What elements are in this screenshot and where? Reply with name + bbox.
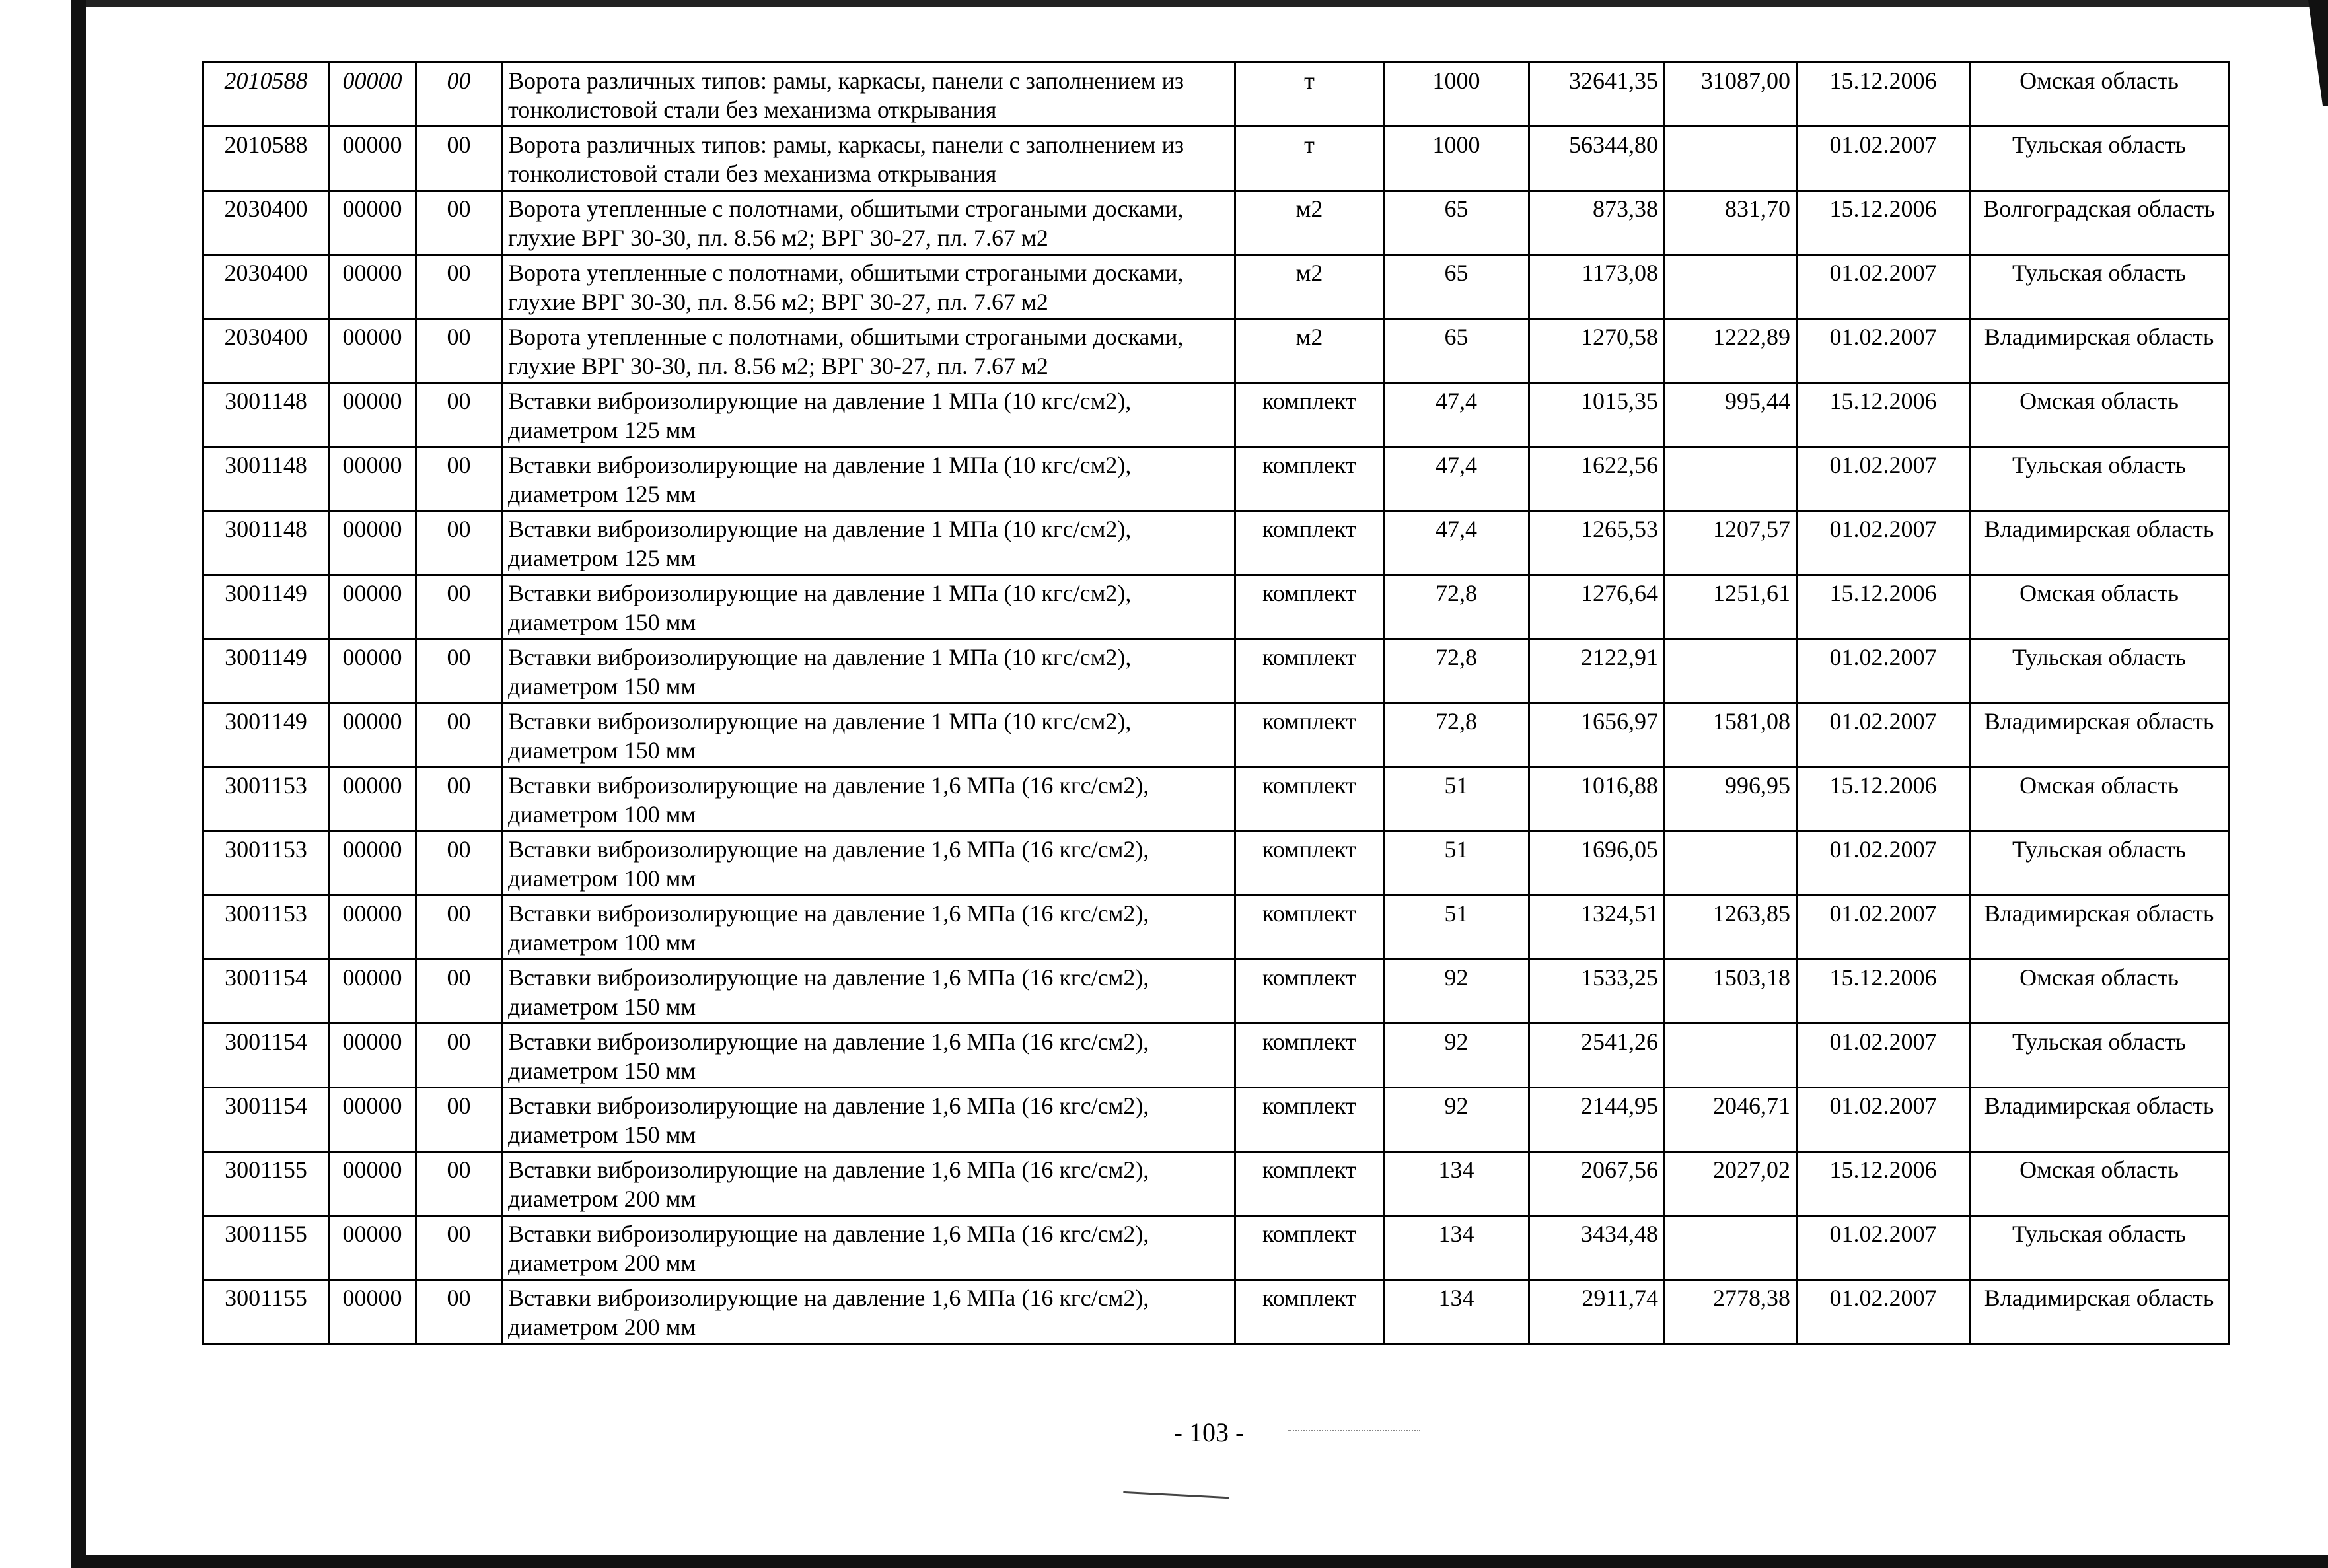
- cell-price-2: 996,95: [1665, 767, 1797, 832]
- cell-price-1: 1622,56: [1529, 447, 1665, 511]
- scan-smudge: [1123, 1491, 1229, 1505]
- table-row: [203, 639, 2229, 703]
- cell-price-1: 2122,91: [1529, 639, 1665, 703]
- table-row: [203, 832, 2229, 896]
- cell-code: 3001154: [203, 960, 329, 1024]
- cell-unit: комплект: [1235, 896, 1384, 960]
- cell-name: Вставки виброизолирующие на давление 1,6 МПа (16 кгс/см2), диаметром 100 мм: [502, 767, 1235, 832]
- cell-subcode: 00000: [329, 1152, 416, 1216]
- cell-date: 01.02.2007: [1797, 639, 1970, 703]
- cell-unit: комплект: [1235, 447, 1384, 511]
- cell-price-2: [1665, 1024, 1797, 1088]
- cell-subcode: 00000: [329, 960, 416, 1024]
- cell-region: Тульская область: [1970, 255, 2229, 319]
- cell-quantity: 1000: [1384, 127, 1529, 191]
- cell-region: Тульская область: [1970, 1024, 2229, 1088]
- cell-price-1: 2067,56: [1529, 1152, 1665, 1216]
- cell-unit: м2: [1235, 255, 1384, 319]
- cell-subcode2: 00: [416, 511, 502, 575]
- cell-subcode: 00000: [329, 1088, 416, 1152]
- price-table: [202, 61, 2230, 1345]
- cell-quantity: 47,4: [1384, 383, 1529, 447]
- cell-name: Ворота утепленные с полотнами, обшитыми строгаными досками, глухие ВРГ 30-30, пл. 8.56 м2; ВРГ 30-27, пл. 7.67 м2: [502, 255, 1235, 319]
- cell-quantity: 65: [1384, 191, 1529, 255]
- cell-subcode: 00000: [329, 127, 416, 191]
- table-row: [203, 1216, 2229, 1280]
- cell-price-2: 831,70: [1665, 191, 1797, 255]
- cell-date: 15.12.2006: [1797, 191, 1970, 255]
- table-row: [203, 1088, 2229, 1152]
- cell-price-1: 2144,95: [1529, 1088, 1665, 1152]
- cell-unit: м2: [1235, 191, 1384, 255]
- table-row: [203, 63, 2229, 127]
- table-row: [203, 896, 2229, 960]
- cell-price-1: 1656,97: [1529, 703, 1665, 767]
- cell-unit: комплект: [1235, 767, 1384, 832]
- cell-subcode2: 00: [416, 1088, 502, 1152]
- cell-name: Вставки виброизолирующие на давление 1,6 МПа (16 кгс/см2), диаметром 150 мм: [502, 1024, 1235, 1088]
- cell-price-1: 1533,25: [1529, 960, 1665, 1024]
- cell-subcode2: 00: [416, 703, 502, 767]
- cell-date: 15.12.2006: [1797, 767, 1970, 832]
- cell-code: 3001148: [203, 383, 329, 447]
- cell-price-2: [1665, 1216, 1797, 1280]
- cell-quantity: 51: [1384, 832, 1529, 896]
- cell-name: Вставки виброизолирующие на давление 1 МПа (10 кгс/см2), диаметром 125 мм: [502, 383, 1235, 447]
- cell-name: Вставки виброизолирующие на давление 1 МПа (10 кгс/см2), диаметром 125 мм: [502, 447, 1235, 511]
- cell-subcode2: 00: [416, 1152, 502, 1216]
- cell-code: 3001154: [203, 1024, 329, 1088]
- cell-name: Вставки виброизолирующие на давление 1 МПа (10 кгс/см2), диаметром 150 мм: [502, 575, 1235, 639]
- cell-subcode: 00000: [329, 1216, 416, 1280]
- cell-unit: комплект: [1235, 1152, 1384, 1216]
- cell-name: Вставки виброизолирующие на давление 1,6 МПа (16 кгс/см2), диаметром 100 мм: [502, 896, 1235, 960]
- cell-subcode2: 00: [416, 896, 502, 960]
- cell-price-2: [1665, 832, 1797, 896]
- table-row: [203, 1280, 2229, 1344]
- cell-region: Омская область: [1970, 575, 2229, 639]
- cell-code: 2010588: [203, 127, 329, 191]
- cell-region: Владимирская область: [1970, 319, 2229, 383]
- cell-subcode2: 00: [416, 639, 502, 703]
- cell-quantity: 92: [1384, 1024, 1529, 1088]
- cell-quantity: 72,8: [1384, 703, 1529, 767]
- cell-subcode: 00000: [329, 832, 416, 896]
- cell-price-2: [1665, 447, 1797, 511]
- cell-unit: комплект: [1235, 511, 1384, 575]
- table-row: [203, 575, 2229, 639]
- cell-subcode: 00000: [329, 767, 416, 832]
- cell-price-2: 2027,02: [1665, 1152, 1797, 1216]
- table-row: [203, 447, 2229, 511]
- cell-code: 3001148: [203, 447, 329, 511]
- cell-unit: т: [1235, 63, 1384, 127]
- cell-subcode: 00000: [329, 1024, 416, 1088]
- table-row: [203, 1152, 2229, 1216]
- cell-price-1: 1324,51: [1529, 896, 1665, 960]
- cell-unit: комплект: [1235, 383, 1384, 447]
- cell-date: 01.02.2007: [1797, 1024, 1970, 1088]
- table-row: [203, 511, 2229, 575]
- cell-quantity: 51: [1384, 896, 1529, 960]
- cell-subcode: 00000: [329, 1280, 416, 1344]
- cell-unit: м2: [1235, 319, 1384, 383]
- cell-quantity: 51: [1384, 767, 1529, 832]
- cell-price-1: 1016,88: [1529, 767, 1665, 832]
- cell-price-1: 1015,35: [1529, 383, 1665, 447]
- cell-region: Омская область: [1970, 383, 2229, 447]
- cell-date: 15.12.2006: [1797, 1152, 1970, 1216]
- cell-name: Вставки виброизолирующие на давление 1,6 МПа (16 кгс/см2), диаметром 150 мм: [502, 960, 1235, 1024]
- cell-region: Тульская область: [1970, 1216, 2229, 1280]
- cell-date: 01.02.2007: [1797, 255, 1970, 319]
- cell-region: Владимирская область: [1970, 1280, 2229, 1344]
- cell-quantity: 134: [1384, 1280, 1529, 1344]
- cell-unit: комплект: [1235, 703, 1384, 767]
- cell-unit: комплект: [1235, 639, 1384, 703]
- table-row: [203, 127, 2229, 191]
- table-row: [203, 255, 2229, 319]
- cell-subcode2: 00: [416, 1280, 502, 1344]
- cell-price-1: 2911,74: [1529, 1280, 1665, 1344]
- cell-name: Вставки виброизолирующие на давление 1,6 МПа (16 кгс/см2), диаметром 200 мм: [502, 1280, 1235, 1344]
- cell-quantity: 134: [1384, 1152, 1529, 1216]
- cell-code: 3001153: [203, 832, 329, 896]
- cell-quantity: 72,8: [1384, 575, 1529, 639]
- cell-unit: комплект: [1235, 832, 1384, 896]
- scan-edge-left: [71, 0, 86, 1568]
- cell-region: Омская область: [1970, 63, 2229, 127]
- cell-code: 3001153: [203, 896, 329, 960]
- cell-code: 3001155: [203, 1280, 329, 1344]
- cell-date: 01.02.2007: [1797, 1216, 1970, 1280]
- cell-subcode2: 00: [416, 447, 502, 511]
- cell-price-2: [1665, 639, 1797, 703]
- cell-subcode2: 00: [416, 191, 502, 255]
- cell-price-1: 1173,08: [1529, 255, 1665, 319]
- cell-date: 15.12.2006: [1797, 960, 1970, 1024]
- cell-date: 01.02.2007: [1797, 127, 1970, 191]
- cell-price-1: 1696,05: [1529, 832, 1665, 896]
- page-number: - 103 -: [1173, 1417, 1245, 1447]
- cell-name: Вставки виброизолирующие на давление 1,6 МПа (16 кгс/см2), диаметром 200 мм: [502, 1152, 1235, 1216]
- cell-name: Ворота утепленные с полотнами, обшитыми строгаными досками, глухие ВРГ 30-30, пл. 8.56 м2; ВРГ 30-27, пл. 7.67 м2: [502, 191, 1235, 255]
- cell-price-2: 1581,08: [1665, 703, 1797, 767]
- cell-date: 01.02.2007: [1797, 896, 1970, 960]
- cell-date: 01.02.2007: [1797, 703, 1970, 767]
- cell-subcode2: 00: [416, 960, 502, 1024]
- cell-name: Вставки виброизолирующие на давление 1 МПа (10 кгс/см2), диаметром 125 мм: [502, 511, 1235, 575]
- cell-code: 3001155: [203, 1216, 329, 1280]
- cell-name: Вставки виброизолирующие на давление 1,6 МПа (16 кгс/см2), диаметром 200 мм: [502, 1216, 1235, 1280]
- cell-region: Омская область: [1970, 1152, 2229, 1216]
- cell-price-2: [1665, 255, 1797, 319]
- cell-subcode2: 00: [416, 319, 502, 383]
- cell-subcode2: 00: [416, 255, 502, 319]
- cell-subcode: 00000: [329, 63, 416, 127]
- cell-date: 01.02.2007: [1797, 1280, 1970, 1344]
- cell-region: Владимирская область: [1970, 1088, 2229, 1152]
- cell-price-2: 1503,18: [1665, 960, 1797, 1024]
- cell-region: Волгоградская область: [1970, 191, 2229, 255]
- cell-subcode2: 00: [416, 127, 502, 191]
- cell-name: Ворота различных типов: рамы, каркасы, панели с заполнением из тонколистовой стали без механизма открывания: [502, 63, 1235, 127]
- table-body: [203, 63, 2229, 1344]
- table-row: [203, 383, 2229, 447]
- cell-unit: комплект: [1235, 1024, 1384, 1088]
- cell-code: 3001155: [203, 1152, 329, 1216]
- cell-unit: комплект: [1235, 1216, 1384, 1280]
- table-row: [203, 960, 2229, 1024]
- cell-code: 2010588: [203, 63, 329, 127]
- cell-code: 3001149: [203, 639, 329, 703]
- cell-region: Тульская область: [1970, 127, 2229, 191]
- cell-subcode: 00000: [329, 575, 416, 639]
- cell-quantity: 65: [1384, 319, 1529, 383]
- cell-code: 2030400: [203, 191, 329, 255]
- cell-quantity: 92: [1384, 960, 1529, 1024]
- cell-region: Тульская область: [1970, 447, 2229, 511]
- cell-date: 01.02.2007: [1797, 1088, 1970, 1152]
- cell-subcode: 00000: [329, 703, 416, 767]
- cell-name: Вставки виброизолирующие на давление 1,6 МПа (16 кгс/см2), диаметром 150 мм: [502, 1088, 1235, 1152]
- cell-unit: комплект: [1235, 1280, 1384, 1344]
- cell-price-2: 1263,85: [1665, 896, 1797, 960]
- cell-subcode2: 00: [416, 1216, 502, 1280]
- cell-quantity: 72,8: [1384, 639, 1529, 703]
- cell-quantity: 47,4: [1384, 447, 1529, 511]
- cell-subcode: 00000: [329, 639, 416, 703]
- cell-price-2: 1222,89: [1665, 319, 1797, 383]
- cell-code: 3001149: [203, 575, 329, 639]
- cell-price-2: 1251,61: [1665, 575, 1797, 639]
- cell-code: 3001154: [203, 1088, 329, 1152]
- cell-price-2: 1207,57: [1665, 511, 1797, 575]
- cell-code: 3001148: [203, 511, 329, 575]
- cell-subcode: 00000: [329, 319, 416, 383]
- cell-subcode2: 00: [416, 832, 502, 896]
- cell-price-2: 995,44: [1665, 383, 1797, 447]
- cell-price-2: 2778,38: [1665, 1280, 1797, 1344]
- cell-price-1: 2541,26: [1529, 1024, 1665, 1088]
- cell-code: 3001149: [203, 703, 329, 767]
- cell-price-2: 2046,71: [1665, 1088, 1797, 1152]
- cell-code: 2030400: [203, 255, 329, 319]
- scan-noise: [1288, 1430, 1420, 1435]
- cell-price-2: [1665, 127, 1797, 191]
- cell-region: Омская область: [1970, 767, 2229, 832]
- cell-date: 15.12.2006: [1797, 575, 1970, 639]
- cell-date: 01.02.2007: [1797, 447, 1970, 511]
- cell-unit: комплект: [1235, 960, 1384, 1024]
- cell-date: 01.02.2007: [1797, 319, 1970, 383]
- cell-price-1: 1270,58: [1529, 319, 1665, 383]
- cell-name: Ворота утепленные с полотнами, обшитыми строгаными досками, глухие ВРГ 30-30, пл. 8.56 м2; ВРГ 30-27, пл. 7.67 м2: [502, 319, 1235, 383]
- scan-edge-bottom: [71, 1555, 2328, 1568]
- cell-date: 01.02.2007: [1797, 511, 1970, 575]
- cell-quantity: 65: [1384, 255, 1529, 319]
- table-row: [203, 767, 2229, 832]
- cell-quantity: 1000: [1384, 63, 1529, 127]
- cell-date: 15.12.2006: [1797, 63, 1970, 127]
- cell-subcode2: 00: [416, 1024, 502, 1088]
- cell-region: Омская область: [1970, 960, 2229, 1024]
- cell-name: Ворота различных типов: рамы, каркасы, панели с заполнением из тонколистовой стали без механизма открывания: [502, 127, 1235, 191]
- cell-code: 2030400: [203, 319, 329, 383]
- table-row: [203, 703, 2229, 767]
- cell-price-1: 56344,80: [1529, 127, 1665, 191]
- cell-subcode: 00000: [329, 383, 416, 447]
- cell-price-1: 32641,35: [1529, 63, 1665, 127]
- cell-quantity: 47,4: [1384, 511, 1529, 575]
- cell-region: Владимирская область: [1970, 511, 2229, 575]
- table-row: [203, 191, 2229, 255]
- cell-price-2: 31087,00: [1665, 63, 1797, 127]
- scan-edge-right: [2308, 0, 2328, 106]
- cell-quantity: 134: [1384, 1216, 1529, 1280]
- cell-unit: т: [1235, 127, 1384, 191]
- cell-code: 3001153: [203, 767, 329, 832]
- cell-subcode: 00000: [329, 896, 416, 960]
- cell-price-1: 1265,53: [1529, 511, 1665, 575]
- cell-subcode2: 00: [416, 63, 502, 127]
- cell-subcode: 00000: [329, 255, 416, 319]
- cell-price-1: 3434,48: [1529, 1216, 1665, 1280]
- table-row: [203, 1024, 2229, 1088]
- cell-region: Тульская область: [1970, 639, 2229, 703]
- cell-name: Вставки виброизолирующие на давление 1 МПа (10 кгс/см2), диаметром 150 мм: [502, 639, 1235, 703]
- cell-name: Вставки виброизолирующие на давление 1,6 МПа (16 кгс/см2), диаметром 100 мм: [502, 832, 1235, 896]
- cell-price-1: 873,38: [1529, 191, 1665, 255]
- cell-unit: комплект: [1235, 575, 1384, 639]
- cell-date: 15.12.2006: [1797, 383, 1970, 447]
- cell-subcode: 00000: [329, 511, 416, 575]
- cell-region: Владимирская область: [1970, 703, 2229, 767]
- cell-region: Владимирская область: [1970, 896, 2229, 960]
- cell-subcode2: 00: [416, 767, 502, 832]
- cell-quantity: 92: [1384, 1088, 1529, 1152]
- cell-subcode2: 00: [416, 383, 502, 447]
- table-row: [203, 319, 2229, 383]
- cell-price-1: 1276,64: [1529, 575, 1665, 639]
- cell-subcode: 00000: [329, 447, 416, 511]
- cell-subcode2: 00: [416, 575, 502, 639]
- cell-subcode: 00000: [329, 191, 416, 255]
- cell-name: Вставки виброизолирующие на давление 1 МПа (10 кгс/см2), диаметром 150 мм: [502, 703, 1235, 767]
- scan-edge-top: [71, 0, 2328, 7]
- cell-unit: комплект: [1235, 1088, 1384, 1152]
- cell-region: Тульская область: [1970, 832, 2229, 896]
- cell-date: 01.02.2007: [1797, 832, 1970, 896]
